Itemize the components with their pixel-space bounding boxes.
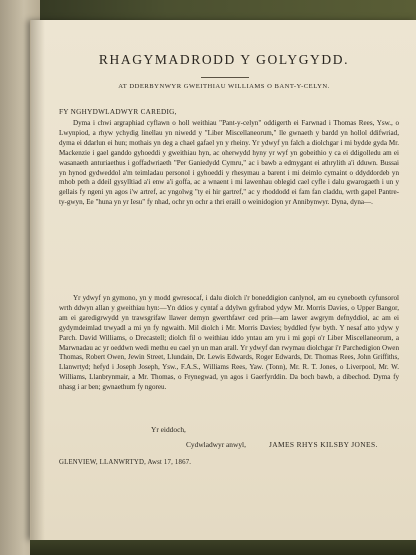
place-and-date: GLENVIEW, LLANWRTYD, Awst 17, 1867.	[59, 459, 192, 466]
closing-line-2: Cydwladwyr anwyl,	[186, 440, 246, 449]
title-rule	[201, 77, 249, 78]
book-page	[30, 20, 416, 540]
body-paragraph-1: Dyma i chwi argraphiad cyflawn o holl weithiau "Pant-y-celyn" oddigerth ei Farwnad i Thomas Rees, Ysw., o Lwynpiod, a rhyw ychydig linellau yn niwedd y "Liber Miscellaneorum," lle gwnaeth y bardd yn hollol ddifwriad, dyma ei ddarlun ei hun; mothais yn deg a chael gafael yn y rheiny. Yr ydwyf yn falch a diolchgar i mi bydde gyda Mr. Mackenzie i gael ganddo gyhoeddi y gweithiau hyn, ac oherwydd hyny yr wyf yn gobeithio y ca ei ddigolledu am ei wasanaeth anturiaethus i goffadwriaeth "Per Ganiedydd Cymru," ac i bawb a edmygant ei athrylith a'i dduwn. Bussai yn hynod gydweddol a'm teimladau personol i gyhoeddi y rhesymau a barent i mi deimlo cymaint o ddyddordeb yn mhob peth a ddeil gysylltiad a'i enw a'i goffa, ac a wnaent i mi lawenhau oblegid cael cyfle i dalu gwarogaeth i un y gellais fy ngeni yn agos i'w artref, ac yngolwg "ty ei hir gartref," ac y rhoddodd ei fam fan claddu, wrth gapel Pantre-ty-gwyn, Ee "huna yn yr Iesu" fy nhad, ochr yn ochr a thri eraill o weinidogion yr Annibynwyr. Dyna, dyna—.	[59, 119, 399, 207]
author-signature: JAMES RHYS KILSBY JONES.	[269, 440, 378, 449]
salutation: FY NGHYDWLADWYR CAREDIG,	[59, 108, 177, 116]
book-lower-edge	[30, 540, 416, 555]
body-paragraph-2: Yr ydwyf yn gymono, yn y modd gwresocaf, i dalu diolch i'r boneddigion canlynol, am eu cyneboeth cyfunsorol wrth ddwyn allan y gweithiau hyn:—Yn ddios y cyntaf a ddylwn gyfrabod ydyw Mr. Morris Davies, o Upper Bangor, am ei garedigrwydd yn trawsgrifaw llawer demyn gwerthfawr ced prin—am lawer awgrym defnyddiol, ac am ei gydymdeimlad trwyadl a mi yn fy ngwaith. Mil diolch i Mr. Morris Davies; byddled fyw byth. Y nesaf atto ydyw y Parch. David Williams, o Drecastell; diolch fil o weithiau iddo yntau am yru i mi gopi o'r Liber Miscellaneorum, a Marwnadau ac yr oeddwn wedi methu eu cael yn un man arall. Yr ydwyf dan rwymau diolchgar i'r Parchedigion Owen Thomas, Robert Owen, Jewin Street, Llundain, Dr. Lewis Edwards, Roger Edwards, Dr. Thomas Rees, John Griffiths, Llanwrtyd; hefyd i Joseph Joseph, Ysw., F.A.S., Williams Rees, Yaw. (Tonn), Mr. R. T. Jones, o Liverpool, Mr. W. Williams, Llanbrynmair, a Mr. Thomas, o Frynegwad, yn agos i Gaerfyrddin. Da boch bawb, a dibechod. Dyma fy nhasg i ar ben; gwnaethum fy ngoreu.	[59, 294, 399, 392]
page-title: RHAGYMADRODD Y GOLYGYDD.	[98, 52, 350, 67]
page-subtitle: AT DDERBYNWYR GWEITHIAU WILLIAMS O BANT-Y-CELYN.	[118, 83, 330, 90]
page-content	[31, 20, 416, 540]
closing-line: Yr eiddoch,	[151, 425, 186, 434]
